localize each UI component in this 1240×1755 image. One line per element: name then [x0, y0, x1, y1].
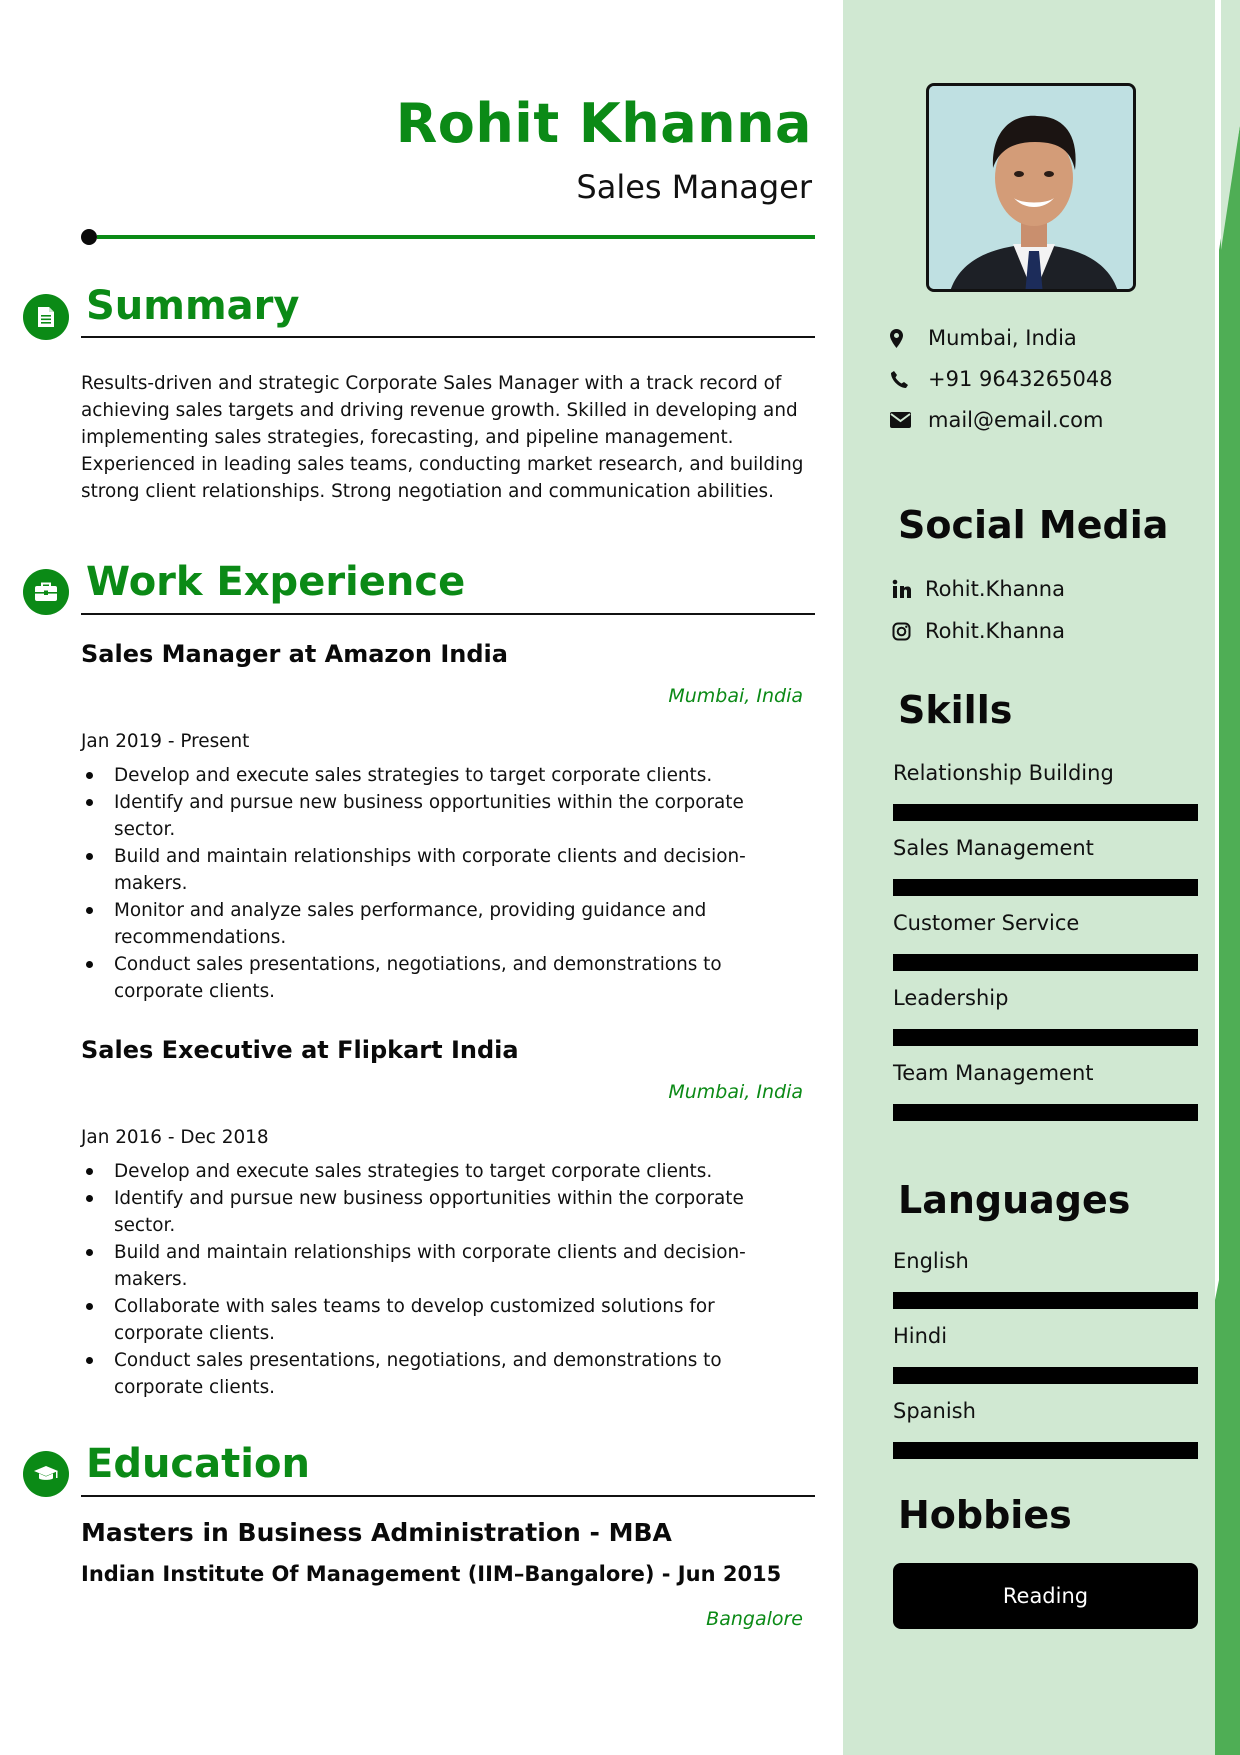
skill-bar-item	[893, 983, 1198, 1046]
linkedin-icon	[892, 579, 925, 599]
skills-heading: Skills	[898, 688, 1013, 732]
header-rule-dot	[81, 229, 97, 245]
contact-location-text: Mumbai, India	[928, 326, 1077, 350]
job-title: Sales Manager at Amazon India	[81, 640, 508, 668]
skill-bar-item	[893, 908, 1198, 971]
job-bullets	[81, 1158, 781, 1401]
job-bullet-item: Conduct sales presentations, negotiations, and demonstrations to corporate clients.	[81, 951, 781, 1005]
skill-bar-fill	[894, 1030, 1197, 1045]
job-location: Mumbai, India	[668, 1081, 803, 1103]
skill-bar-item	[893, 1396, 1198, 1459]
skill-bar-label: Leadership	[893, 986, 1009, 1010]
skill-bar-item	[893, 1246, 1198, 1309]
skill-bar-track	[893, 1104, 1198, 1121]
job-bullet-item: Develop and execute sales strategies to target corporate clients.	[81, 762, 781, 789]
skill-bar-item	[893, 1058, 1198, 1121]
profile-photo	[926, 83, 1136, 292]
skill-bar-fill	[894, 955, 1197, 970]
education-degree: Masters in Business Administration - MBA	[81, 1518, 672, 1547]
skill-bar-fill	[894, 880, 1197, 895]
skill-bar-label: Customer Service	[893, 911, 1080, 935]
map-pin-icon	[890, 329, 928, 348]
skill-bar-label: Hindi	[893, 1324, 948, 1348]
job-bullet-item: Build and maintain relationships with corporate clients and decision-makers.	[81, 1239, 781, 1293]
work-experience-rule	[81, 613, 815, 615]
skill-bar-fill	[894, 805, 1197, 820]
contact-location	[890, 323, 1077, 353]
skill-bar-item	[893, 758, 1198, 821]
job-title: Sales Executive at Flipkart India	[81, 1036, 519, 1064]
skill-bar-fill	[894, 1293, 1197, 1308]
skill-bar-fill	[894, 1443, 1197, 1458]
skill-bar-track	[893, 879, 1198, 896]
skill-bar-track	[893, 1442, 1198, 1459]
job-bullet-item: Identify and pursue new business opportunities within the corporate sector.	[81, 789, 781, 843]
job-bullet-item: Develop and execute sales strategies to target corporate clients.	[81, 1158, 781, 1185]
job-bullet-item: Collaborate with sales teams to develop customized solutions for corporate clients.	[81, 1293, 781, 1347]
skill-bar-item	[893, 833, 1198, 896]
contact-phone[interactable]	[890, 364, 1113, 394]
education-rule	[81, 1495, 815, 1497]
candidate-title: Sales Manager	[576, 168, 812, 206]
summary-heading: Summary	[86, 283, 300, 329]
social-media-heading: Social Media	[898, 503, 1169, 547]
social-linkedin[interactable]	[892, 574, 1065, 604]
briefcase-icon	[23, 569, 69, 615]
skill-bar-label: Spanish	[893, 1399, 976, 1423]
candidate-name: Rohit Khanna	[395, 92, 812, 155]
social-instagram[interactable]	[892, 616, 1065, 646]
skill-bar-track	[893, 1029, 1198, 1046]
skill-bar-track	[893, 1292, 1198, 1309]
education-heading: Education	[86, 1441, 310, 1487]
skill-bar-label: Sales Management	[893, 836, 1094, 860]
hobbies-heading: Hobbies	[898, 1493, 1072, 1537]
job-bullet-item: Monitor and analyze sales performance, providing guidance and recommendations.	[81, 897, 781, 951]
instagram-icon	[892, 622, 925, 641]
job-dates: Jan 2019 - Present	[81, 731, 250, 752]
languages-heading: Languages	[898, 1178, 1131, 1222]
skill-bar-track	[893, 954, 1198, 971]
graduation-cap-icon	[23, 1451, 69, 1497]
skill-bar-label: English	[893, 1249, 969, 1273]
job-bullets	[81, 762, 781, 1005]
contact-phone-text: +91 9643265048	[928, 367, 1113, 391]
envelope-icon	[890, 412, 928, 428]
social-instagram-text: Rohit.Khanna	[925, 619, 1065, 643]
skill-bar-track	[893, 1367, 1198, 1384]
header-rule	[97, 235, 815, 239]
work-experience-heading: Work Experience	[86, 559, 466, 605]
job-bullet-item: Build and maintain relationships with corporate clients and decision-makers.	[81, 843, 781, 897]
job-location: Mumbai, India	[668, 685, 803, 707]
education-school: Indian Institute Of Management (IIM–Bangalore) - Jun 2015	[81, 1562, 782, 1586]
skill-bar-label: Team Management	[893, 1061, 1094, 1085]
summary-rule	[81, 336, 815, 338]
contact-email[interactable]	[890, 405, 1103, 435]
social-linkedin-text: Rohit.Khanna	[925, 577, 1065, 601]
skill-bar-track	[893, 804, 1198, 821]
hobby-item: Reading	[893, 1563, 1198, 1629]
accent-stripe	[1215, 0, 1240, 1755]
skill-bar-fill	[894, 1368, 1197, 1383]
phone-icon	[890, 370, 928, 389]
education-location: Bangalore	[706, 1608, 803, 1630]
document-icon	[23, 294, 69, 340]
summary-text: Results-driven and strategic Corporate Sales Manager with a track record of achieving sales targets and driving revenue growth. Skilled in developing and implementing sales strategies, forecasting, and pipeline management. Experienced in leading sales teams, conducting market research, and building strong client relationships. Strong negotiation and communication abilities.	[81, 373, 804, 502]
job-bullet-item: Identify and pursue new business opportunities within the corporate sector.	[81, 1185, 781, 1239]
contact-email-text: mail@email.com	[928, 408, 1104, 432]
job-bullet-item: Conduct sales presentations, negotiations, and demonstrations to corporate clients.	[81, 1347, 781, 1401]
skill-bar-item	[893, 1321, 1198, 1384]
skill-bar-fill	[894, 1105, 1197, 1120]
skill-bar-label: Relationship Building	[893, 761, 1114, 785]
job-dates: Jan 2016 - Dec 2018	[81, 1127, 269, 1148]
